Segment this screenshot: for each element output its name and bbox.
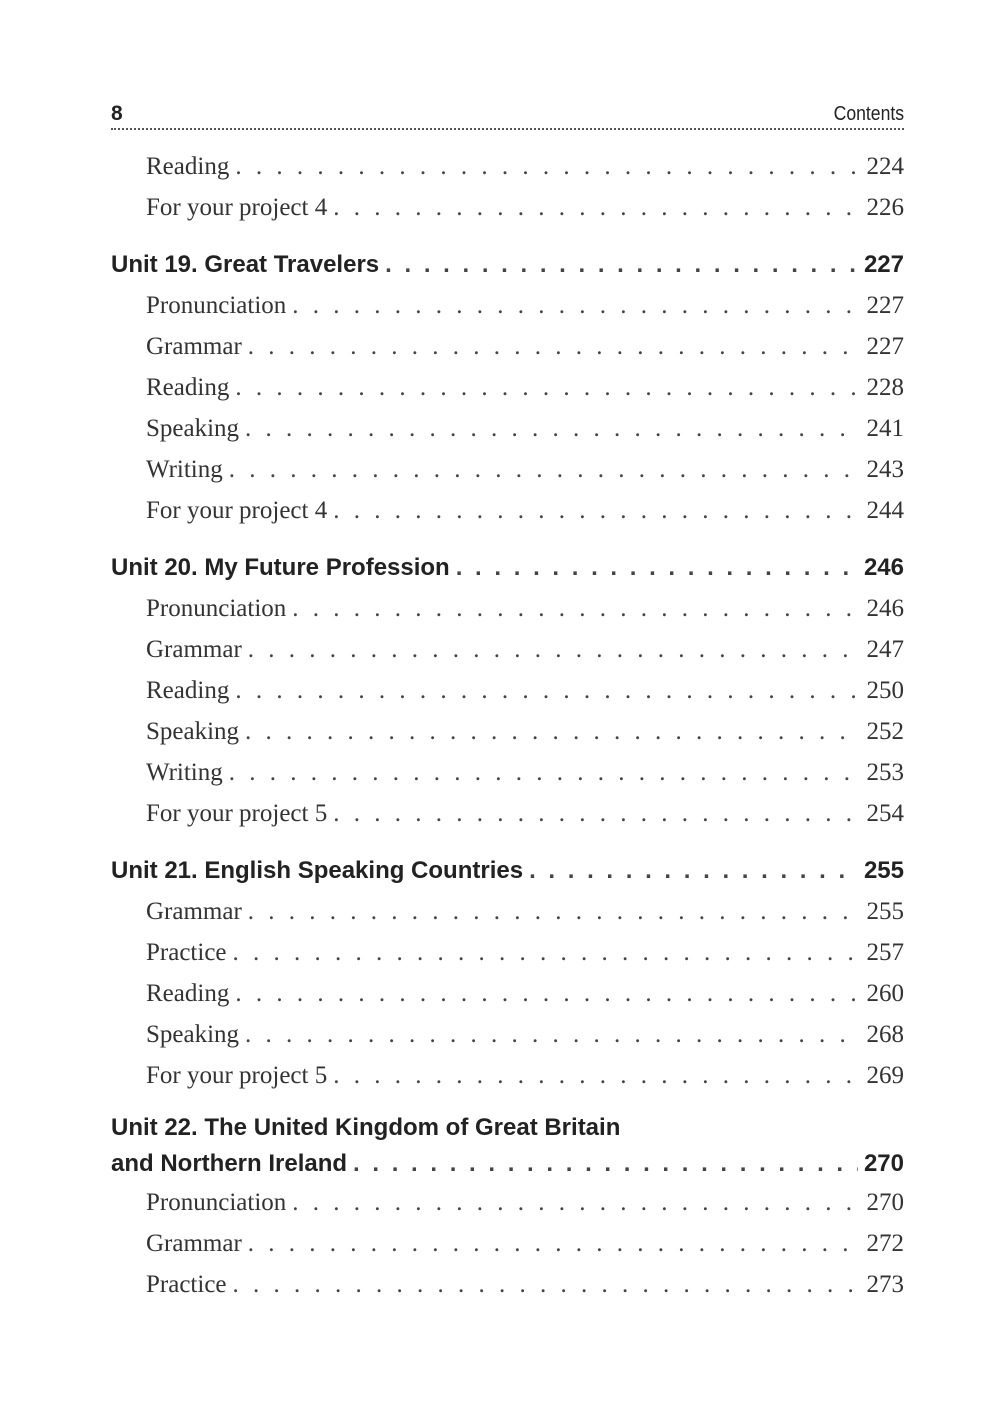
- toc-entry-writing[interactable]: [111, 449, 904, 490]
- dot-leader: [529, 850, 858, 891]
- toc-entry-writing[interactable]: [111, 752, 904, 793]
- toc-entry-grammar[interactable]: [111, 629, 904, 670]
- dot-leader: [248, 891, 861, 932]
- toc-entry-label: Speaking: [146, 1021, 240, 1048]
- page-header: [111, 96, 904, 130]
- dot-leader: [235, 367, 860, 408]
- toc-entry-page: 253: [866, 759, 904, 786]
- toc-entry-page: 227: [866, 292, 904, 319]
- toc-entry-page: 269: [866, 1062, 904, 1089]
- dot-leader: [229, 752, 861, 793]
- toc-entry-page: 241: [866, 415, 904, 442]
- toc-entry-label: Reading: [146, 153, 230, 180]
- toc-entry-grammar[interactable]: [111, 1223, 904, 1264]
- toc-entry-practice[interactable]: [111, 1264, 904, 1305]
- toc-unit-title: Unit 21. English Speaking Countries: [111, 857, 524, 884]
- toc-entry-label: Pronunciation: [146, 595, 287, 622]
- toc-entry-reading[interactable]: [111, 670, 904, 711]
- toc-entry-for-your-project[interactable]: [111, 793, 904, 834]
- dot-leader: [248, 326, 861, 367]
- toc-entry-page: 228: [866, 374, 904, 401]
- toc-entry-label: Reading: [146, 677, 230, 704]
- toc-entry-for-your-project[interactable]: [111, 490, 904, 531]
- page-number: 8: [111, 102, 123, 125]
- dot-leader: [233, 1264, 861, 1305]
- toc-unit-22-heading[interactable]: [111, 1146, 904, 1182]
- dot-leader: [292, 1182, 860, 1223]
- toc-entry-label: For your project 5: [146, 800, 328, 827]
- dot-leader: [333, 490, 860, 531]
- toc-entry-reading[interactable]: [111, 367, 904, 408]
- toc-entry-label: Reading: [146, 374, 230, 401]
- toc-entry-page: 254: [866, 800, 904, 827]
- toc-entry-page: 273: [866, 1271, 904, 1298]
- dot-leader: [292, 588, 860, 629]
- toc-entry-page: 255: [866, 898, 904, 925]
- toc-unit-20-heading[interactable]: [111, 547, 904, 588]
- toc-entry-page: 257: [866, 939, 904, 966]
- dot-leader: [235, 670, 860, 711]
- toc-entry-page: 252: [866, 718, 904, 745]
- dot-leader: [456, 547, 858, 588]
- toc-entry-page: 246: [866, 595, 904, 622]
- toc-entry-label: Grammar: [146, 636, 242, 663]
- toc-entry-for-your-project[interactable]: [111, 187, 904, 228]
- toc-entry-reading[interactable]: [111, 146, 904, 187]
- dot-leader: [333, 1055, 860, 1096]
- toc-entry-speaking[interactable]: [111, 711, 904, 752]
- toc-entry-speaking[interactable]: [111, 408, 904, 449]
- toc-entry-label: Grammar: [146, 898, 242, 925]
- toc-entry-label: Pronunciation: [146, 1189, 287, 1216]
- toc-entry-label: Reading: [146, 980, 230, 1007]
- toc-entry-speaking[interactable]: [111, 1014, 904, 1055]
- contents-page: [111, 96, 904, 1305]
- dot-leader: [233, 932, 861, 973]
- dot-leader: [245, 1014, 860, 1055]
- toc-entry-label: Grammar: [146, 333, 242, 360]
- toc-entry-label: Grammar: [146, 1230, 242, 1257]
- toc-unit-title: Unit 20. My Future Profession: [111, 554, 450, 581]
- dot-leader: [333, 187, 860, 228]
- toc-unit-page: 227: [863, 251, 904, 278]
- dot-leader: [333, 793, 860, 834]
- toc-entry-label: Speaking: [146, 718, 240, 745]
- toc-entry-page: 268: [866, 1021, 904, 1048]
- dot-leader: [245, 408, 860, 449]
- dot-leader: [245, 711, 860, 752]
- toc-entry-label: Practice: [146, 939, 227, 966]
- toc-entry-page: 247: [866, 636, 904, 663]
- running-title: Contents: [833, 103, 904, 125]
- toc-entry-label: Writing: [146, 759, 223, 786]
- toc-entry-reading[interactable]: [111, 973, 904, 1014]
- toc-entry-label: Writing: [146, 456, 223, 483]
- toc-unit-title: and Northern Ireland: [111, 1150, 348, 1177]
- toc-entry-for-your-project[interactable]: [111, 1055, 904, 1096]
- toc-entry-pronunciation[interactable]: [111, 285, 904, 326]
- dot-leader: [248, 629, 861, 670]
- toc-unit-page: 255: [863, 857, 904, 884]
- toc-entry-grammar[interactable]: [111, 891, 904, 932]
- toc-entry-label: For your project 4: [146, 194, 328, 221]
- toc-entry-grammar[interactable]: [111, 326, 904, 367]
- toc-unit-page: 270: [863, 1150, 904, 1177]
- toc-entry-practice[interactable]: [111, 932, 904, 973]
- dot-leader: [292, 285, 860, 326]
- toc-entry-pronunciation[interactable]: [111, 1182, 904, 1223]
- toc-entry-label: For your project 5: [146, 1062, 328, 1089]
- toc-entry-page: 270: [866, 1189, 904, 1216]
- dot-leader: [235, 973, 860, 1014]
- toc-unit-21-heading[interactable]: [111, 850, 904, 891]
- toc-entry-page: 226: [866, 194, 904, 221]
- dot-leader: [229, 449, 861, 490]
- toc-unit-title: Unit 19. Great Travelers: [111, 251, 380, 278]
- toc-entry-page: 244: [866, 497, 904, 524]
- dot-leader: [248, 1223, 861, 1264]
- toc-unit-22-title-line-1[interactable]: Unit 22. The United Kingdom of Great Britain: [111, 1114, 621, 1141]
- dot-leader: [353, 1146, 858, 1182]
- dot-leader: [235, 146, 860, 187]
- toc-entry-page: 243: [866, 456, 904, 483]
- toc-entry-page: 260: [866, 980, 904, 1007]
- toc-entry-pronunciation[interactable]: [111, 588, 904, 629]
- toc-entry-page: 224: [866, 153, 904, 180]
- toc-entry-page: 227: [866, 333, 904, 360]
- toc-entry-page: 272: [866, 1230, 904, 1257]
- table-of-contents: [111, 146, 904, 1305]
- toc-entry-page: 250: [866, 677, 904, 704]
- toc-unit-page: 246: [863, 554, 904, 581]
- toc-unit-19-heading[interactable]: [111, 244, 904, 285]
- toc-entry-label: For your project 4: [146, 497, 328, 524]
- toc-entry-label: Speaking: [146, 415, 240, 442]
- dot-leader: [385, 244, 858, 285]
- toc-entry-label: Practice: [146, 1271, 227, 1298]
- toc-entry-label: Pronunciation: [146, 292, 287, 319]
